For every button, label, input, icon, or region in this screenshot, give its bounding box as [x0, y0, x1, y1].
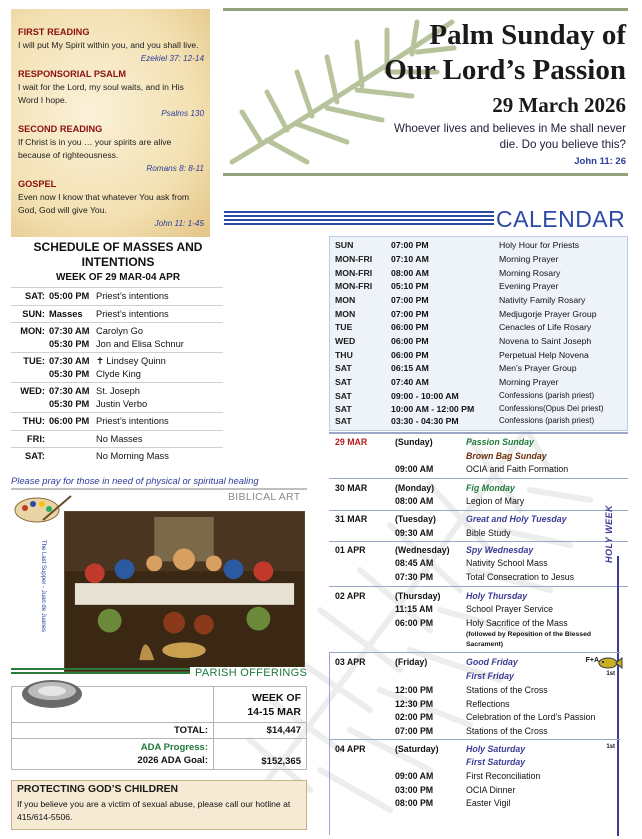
- schedule-day: TUE:: [23, 356, 45, 367]
- schedule-row: [11, 352, 223, 382]
- event-item: 02:00 PM Celebration of the Lord’s Passion: [395, 712, 596, 722]
- event-day-header: 01 APR (Wednesday) Spy Wednesday: [335, 545, 534, 555]
- schedule-week: WEEK OF 29 MAR-04 APR: [55, 272, 181, 283]
- schedule-time: 05:30 PM: [49, 398, 90, 409]
- event-day-header: 02 APR (Thursday) Holy Thursday: [335, 591, 528, 601]
- schedule-row: [11, 322, 223, 352]
- protecting-children-box: [11, 780, 307, 830]
- prayer-request: Please pray for those in need of physical or spiritual healing: [11, 475, 259, 486]
- event-day-header: 04 APR (Saturday) Holy Saturday 1st: [335, 744, 615, 754]
- event-item: 12:00 PM Stations of the Cross: [395, 685, 548, 695]
- schedule-day: WED:: [20, 386, 45, 397]
- schedule-time: 05:30 PM: [49, 338, 90, 349]
- event-note: (followed by Reposition of the Blessed Sacrament): [466, 631, 591, 648]
- schedule-time: 05:00 PM: [49, 291, 90, 302]
- calendar-row: MON-FRI 08:00 AM Morning Rosary: [335, 268, 561, 278]
- schedule-time: 05:30 PM: [49, 368, 90, 379]
- ada-labels: ADA Progress: 2026 ADA Goal:: [12, 739, 214, 770]
- weekly-calendar: [329, 236, 628, 431]
- ada-goal-value: $152,365: [214, 739, 307, 770]
- calendar-title: CALENDAR: [496, 206, 626, 232]
- event-divider: [329, 432, 628, 434]
- reading-text: Even now I know that whatever You ask from God, God will give You.: [18, 192, 190, 215]
- reading-text: If Christ is in you … your spirits are alive because of righteousness.: [18, 137, 172, 160]
- schedule-day: FRI:: [26, 433, 45, 444]
- calendar-row: MON-FRI 07:10 AM Morning Prayer: [335, 254, 559, 264]
- biblical-art-rule: [11, 488, 307, 490]
- event-item: 07:30 PM Total Consecration to Jesus: [395, 572, 575, 582]
- reading-citation: Romans 8: 8-11: [146, 164, 204, 173]
- schedule-title: SCHEDULE OF MASSES AND INTENTIONS: [33, 240, 203, 269]
- protecting-text: If you believe you are a victim of sexual abuse, please call our hotline at 415/614-5506.: [17, 799, 291, 822]
- protecting-title: PROTECTING GOD’S CHILDREN: [17, 784, 179, 795]
- calendar-row: SAT 10:00 AM - 12:00 PM Confessions(Opus Dei priest): [335, 404, 604, 414]
- reading-heading: RESPONSORIAL PSALM: [18, 69, 127, 79]
- page-date: 29 March 2026: [492, 93, 626, 117]
- calendar-row: SAT 06:15 AM Men’s Prayer Group: [335, 363, 577, 373]
- schedule-day: MON:: [20, 326, 45, 337]
- event-item: 08:00 PM Easter Vigil: [395, 798, 511, 808]
- calendar-row: MON 07:00 PM Medjugorje Prayer Group: [335, 309, 597, 319]
- schedule-intention: No Morning Mass: [96, 451, 169, 462]
- offerings-title: PARISH OFFERINGS: [190, 667, 307, 679]
- mass-schedule: [11, 287, 223, 465]
- holy-week-label: HOLY WEEK: [604, 504, 614, 563]
- calendar-banner-bars: [224, 211, 494, 227]
- calendar-row: THU 06:00 PM Perpetual Help Novena: [335, 350, 589, 360]
- schedule-row: [11, 382, 223, 412]
- schedule-intention: Priest’s intentions: [96, 291, 169, 302]
- schedule-time: 07:30 AM: [49, 386, 90, 397]
- offerings-week: WEEK OF 14-15 MAR: [214, 687, 307, 723]
- reading-citation: John 11: 1-45: [154, 219, 204, 228]
- schedule-row: [11, 430, 223, 448]
- calendar-row: WED 06:00 PM Novena to Saint Joseph: [335, 336, 592, 346]
- reading-citation: Ezekiel 37: 12-14: [140, 54, 204, 63]
- schedule-intention: Justin Verbo: [96, 398, 148, 409]
- schedule-day: SAT:: [25, 291, 45, 302]
- reading-text: I wait for the Lord, my soul waits, and in His Word I hope.: [18, 82, 184, 105]
- calendar-row: TUE 06:00 PM Cenacles of Life Rosary: [335, 322, 592, 332]
- event-divider: [329, 739, 620, 740]
- event-item: 12:30 PM Reflections: [395, 699, 510, 709]
- calendar-row: SAT 07:40 AM Morning Prayer: [335, 377, 559, 387]
- schedule-row: [11, 447, 223, 465]
- event-item: 09:30 AM Bible Study: [395, 528, 511, 538]
- event-feast: Brown Bag Sunday: [466, 451, 547, 461]
- offerings-total-value: $14,447: [214, 723, 307, 739]
- schedule-row: [11, 412, 223, 430]
- event-divider: [329, 478, 628, 479]
- schedule-day: SAT:: [25, 451, 45, 462]
- schedule-intention: Clyde King: [96, 368, 141, 379]
- reading-heading: GOSPEL: [18, 179, 57, 189]
- event-item: 08:45 AM Nativity School Mass: [395, 558, 548, 568]
- schedule-intention: Priest’s intentions: [96, 308, 169, 319]
- schedule-time: 06:00 PM: [49, 416, 90, 427]
- calendar-row: SUN 07:00 PM Holy Hour for Priests: [335, 240, 580, 250]
- page-title: Palm Sunday of Our Lord’s Passion: [384, 19, 626, 86]
- event-divider: [329, 541, 628, 542]
- event-day-header: 31 MAR (Tuesday) Great and Holy Tuesday: [335, 514, 567, 524]
- event-feast: First Friday 1st: [466, 671, 615, 681]
- offering-basket-icon: [18, 672, 86, 712]
- header-rule-top: [223, 8, 628, 11]
- schedule-time: 07:30 AM: [49, 356, 90, 367]
- schedule-time: 07:30 AM: [49, 326, 90, 337]
- offerings-total-label: TOTAL:: [12, 723, 214, 739]
- header-rule-bottom: [223, 173, 628, 176]
- reading-citation: Psalms 130: [161, 109, 204, 118]
- event-item: 11:15 AM School Prayer Service: [395, 604, 554, 614]
- event-day-header: 29 MAR (Sunday) Passion Sunday: [335, 437, 534, 447]
- schedule-intention: No Masses: [96, 433, 143, 444]
- event-divider: [329, 586, 628, 587]
- reading-heading: SECOND READING: [18, 124, 103, 134]
- calendar-row: SAT 03:30 - 04:30 PM Confessions (parish priest): [335, 416, 595, 426]
- fish-icon: [597, 656, 623, 670]
- event-divider: [329, 510, 628, 511]
- event-feast: First Saturday: [466, 757, 526, 767]
- schedule-intention: St. Joseph: [96, 386, 140, 397]
- schedule-day: SUN:: [22, 308, 45, 319]
- calendar-row: SAT 09:00 - 10:00 AM Confessions (parish priest): [335, 391, 595, 401]
- schedule-intention: ✝ Lindsey Quinn: [96, 355, 166, 366]
- calendar-row: MON-FRI 05:10 PM Evening Prayer: [335, 281, 559, 291]
- event-item: 03:00 PM OCIA Dinner: [395, 785, 516, 795]
- event-divider: [329, 652, 620, 653]
- event-day-header: 30 MAR (Monday) Fig Monday: [335, 483, 515, 493]
- schedule-row: [11, 287, 223, 305]
- calendar-row: MON 07:00 PM Nativity Family Rosary: [335, 295, 586, 305]
- schedule-time: Masses: [49, 308, 83, 319]
- event-item: 08:00 AM Legion of Mary: [395, 496, 525, 506]
- schedule-row: [11, 305, 223, 323]
- event-item: 07:00 PM Stations of the Cross: [395, 726, 548, 736]
- event-item: 09:00 AM OCIA and Faith Formation: [395, 464, 569, 474]
- reading-heading: FIRST READING: [18, 27, 90, 37]
- event-item: 09:00 AM First Reconciliation: [395, 771, 541, 781]
- gospel-quote: Whoever lives and believes in Me shall never die. Do you believe this?: [394, 122, 626, 151]
- last-supper-painting: [64, 511, 305, 672]
- schedule-intention: Priest’s intentions: [96, 416, 169, 427]
- schedule-day: THU:: [22, 416, 45, 427]
- event-item: 06:00 PM Holy Sacrifice of the Mass: [395, 618, 568, 628]
- biblical-art-title: BIBLICAL ART: [228, 491, 301, 503]
- event-day-header: 03 APR (Friday) Good Friday F+A: [335, 657, 599, 667]
- reading-text: I will put My Spirit within you, and you shall live.: [18, 40, 199, 50]
- schedule-intention: Carolyn Go: [96, 326, 144, 337]
- painting-caption: The Last Supper - Juan de Juanes: [40, 540, 46, 633]
- readings-panel: [11, 9, 210, 237]
- gospel-quote-citation: John 11: 26: [574, 156, 626, 167]
- schedule-intention: Jon and Elisa Schnur: [96, 338, 184, 349]
